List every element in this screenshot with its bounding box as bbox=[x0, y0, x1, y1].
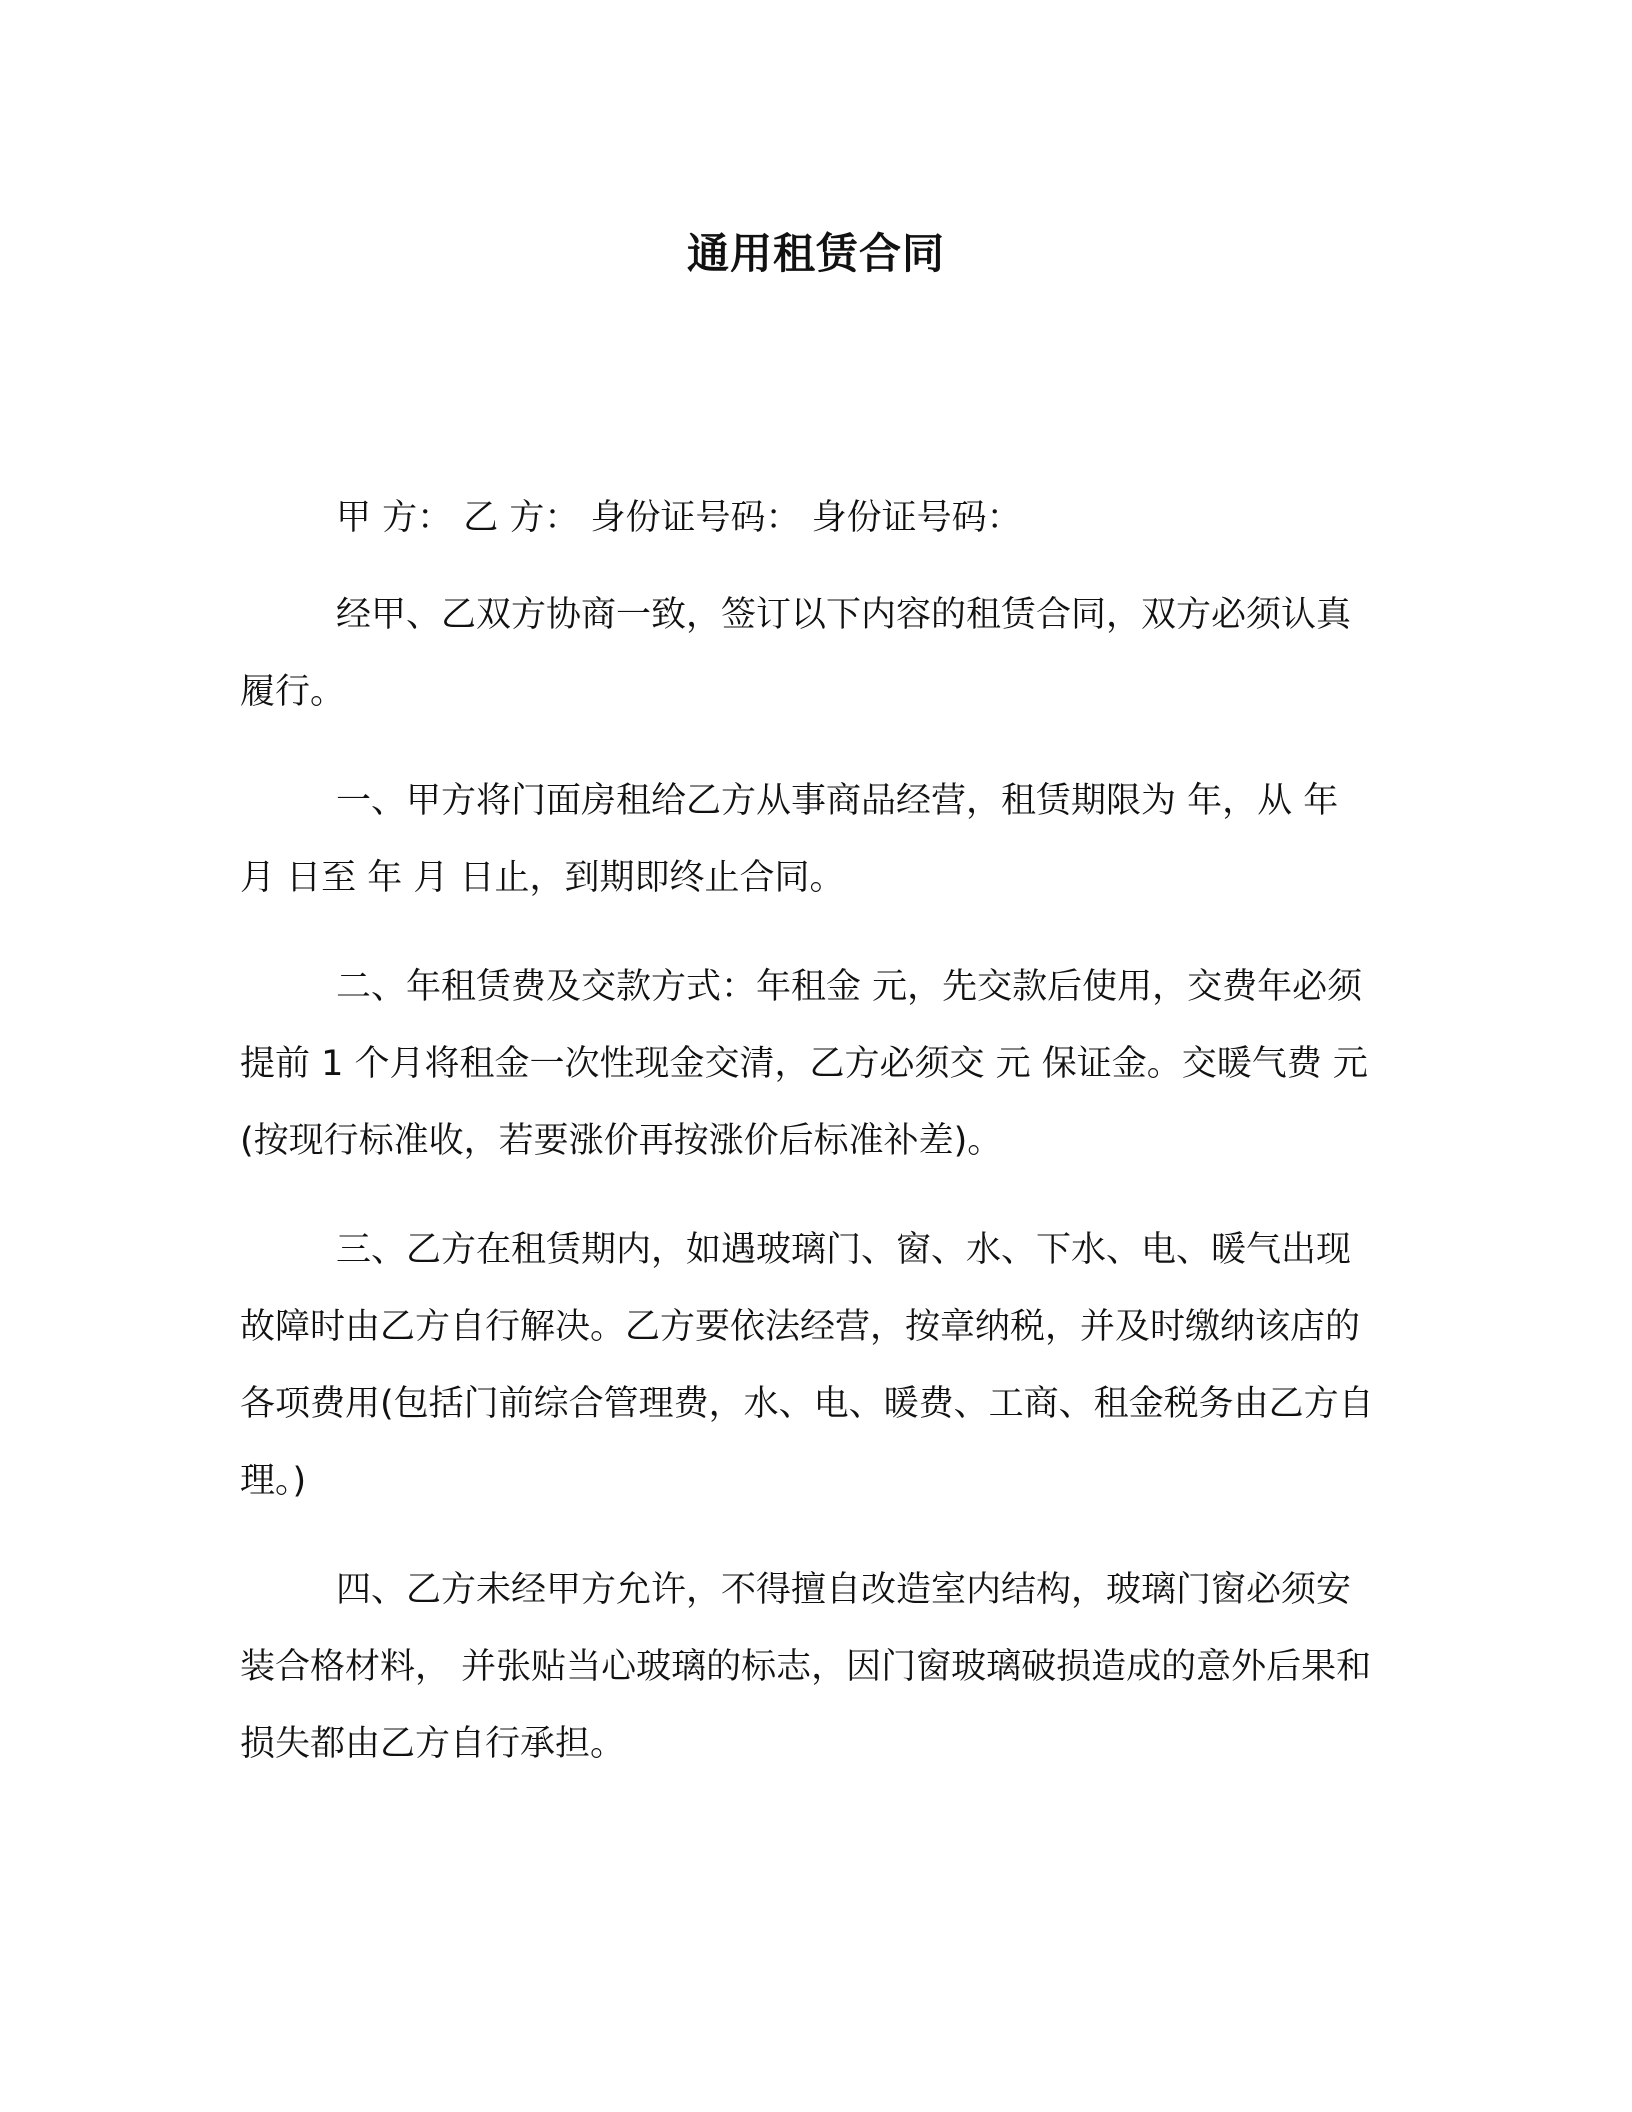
document-body bbox=[240, 480, 1380, 1815]
paragraph-clause-2: 二、年租赁费及交款方式：年租金 元，先交款后使用，交费年必须提前 1 个月将租金一次性现金交清，乙方必须交 元 保证金。交暖气费 元(按现行标准收，若要涨价再按涨价后标准补差)。 bbox=[240, 967, 1368, 1161]
paragraph-clause-4: 四、乙方未经甲方允许，不得擅自改造室内结构，玻璃门窗必须安装合格材料， 并张贴当心玻璃的标志，因门窗玻璃破损造成的意外后果和损失都由乙方自行承担。 bbox=[240, 1570, 1372, 1764]
paragraph-clause-3: 三、乙方在租赁期内，如遇玻璃门、窗、水、下水、电、暖气出现故障时由乙方自行解决。乙方要依法经营，按章纳税，并及时缴纳该店的各项费用(包括门前综合管理费，水、电、暖费、工商、租金税务由乙方自理。) bbox=[240, 1230, 1374, 1501]
document-title: 通用租赁合同 bbox=[686, 229, 945, 278]
parties-line: 甲 方： 乙 方： 身份证号码： 身份证号码： bbox=[336, 498, 1022, 538]
paragraph-clause-1: 一、甲方将门面房租给乙方从事商品经营，租赁期限为 年，从 年 月 日至 年 月 日止，到期即终止合同。 bbox=[240, 781, 1339, 898]
paragraph-intro: 经甲、乙双方协商一致，签订以下内容的租赁合同，双方必须认真履行。 bbox=[240, 595, 1352, 712]
